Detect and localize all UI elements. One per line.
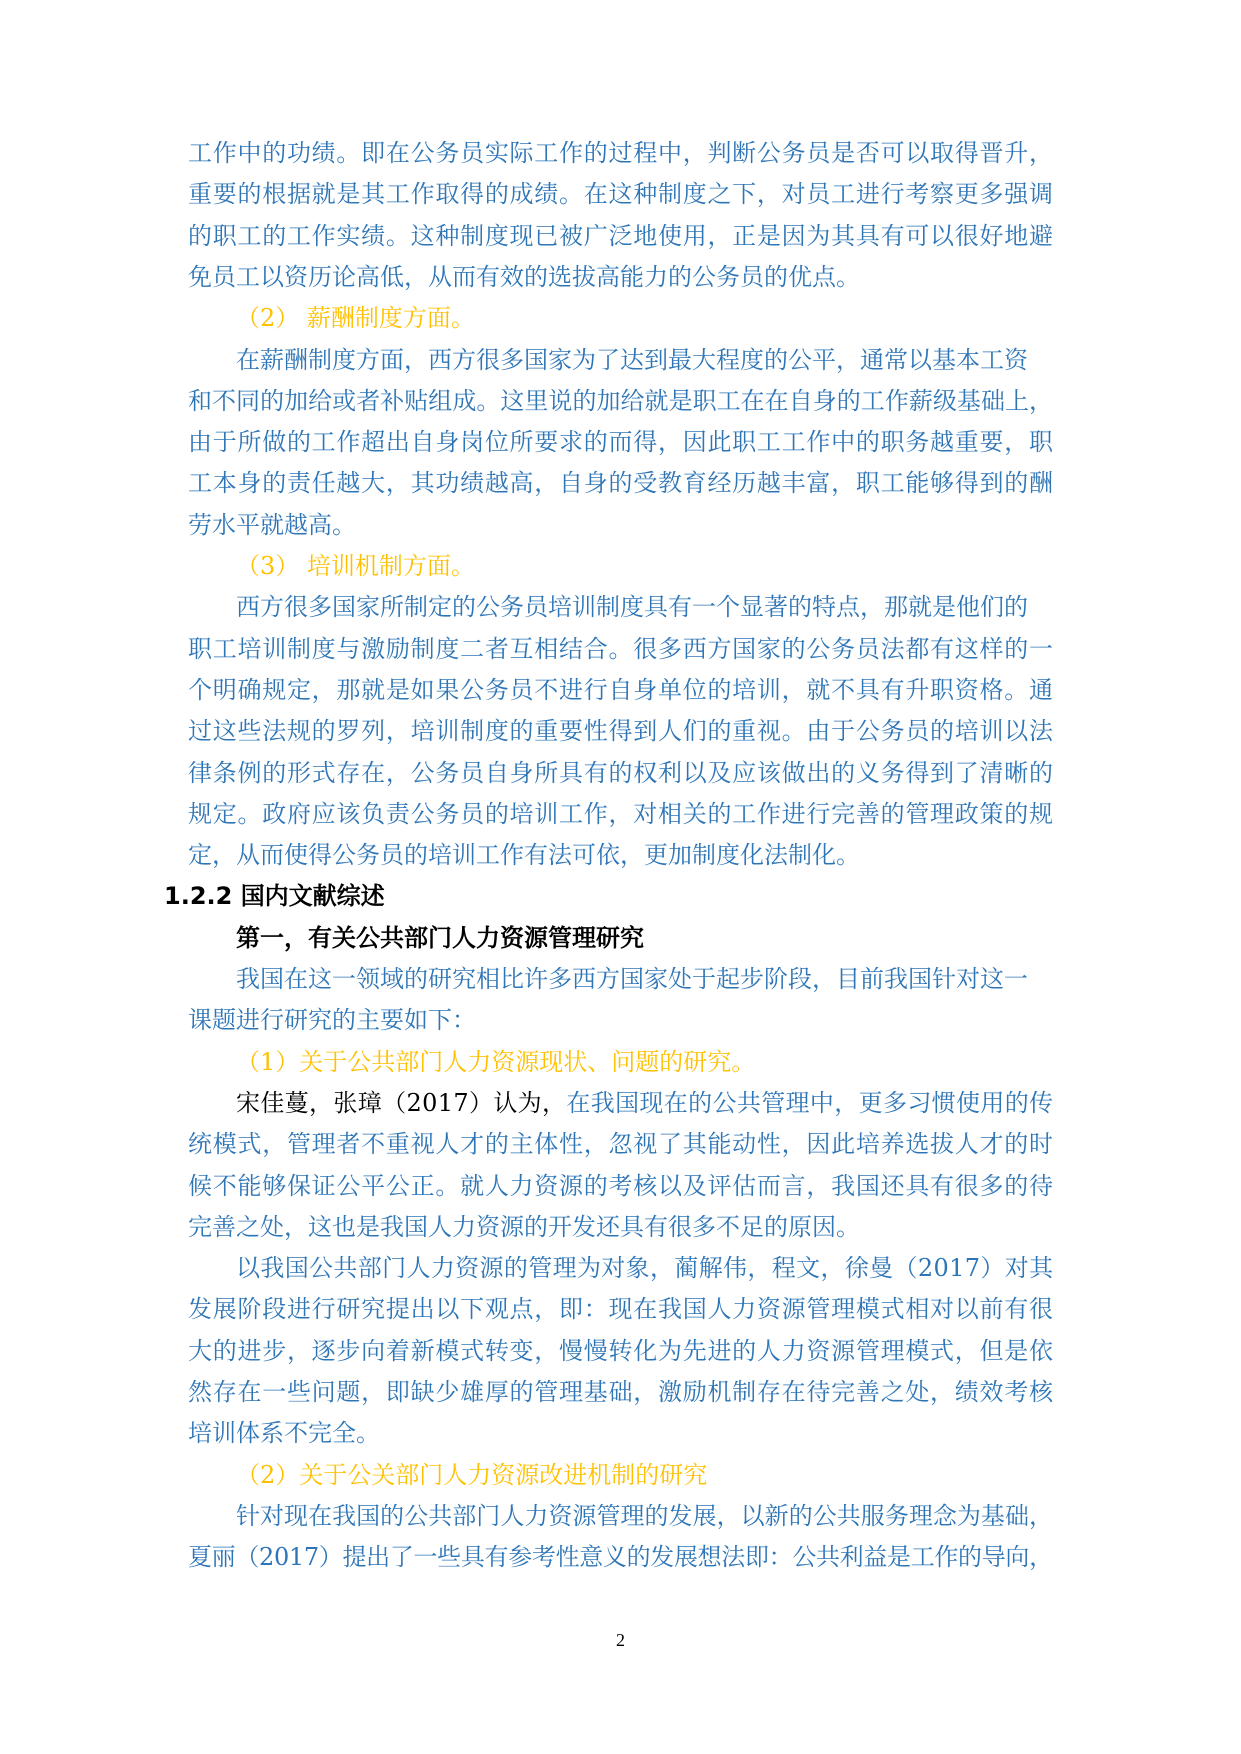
text-line: 完善之处，这也是我国人力资源的开发还具有很多不足的原因。 — [188, 1212, 860, 1241]
text-line: 个明确规定，那就是如果公务员不进行自身单位的培训，就不具有升职资格。通 — [188, 675, 1054, 704]
text-line: 定，从而使得公务员的培训工作有法可依，更加制度化法制化。 — [188, 841, 860, 870]
text-line: 发展阶段进行研究提出以下观点，即：现在我国人力资源管理模式相对以前有很 — [188, 1295, 1054, 1324]
text-line: 然存在一些问题，即缺少雄厚的管理基础，激励机制存在待完善之处，绩效考核 — [188, 1378, 1054, 1406]
text-line: 西方很多国家所制定的公务员培训制度具有一个显著的特点，那就是他们的 — [236, 593, 1028, 622]
text-line: 的职工的工作实绩。这种制度现已被广泛地使用，正是因为其具有可以很好地避 — [188, 221, 1054, 250]
text-line: 以我国公共部门人力资源的管理为对象，蔺解伟，程文，徐曼（2017）对其 — [236, 1254, 1054, 1283]
subsection-heading: （2） 薪酬制度方面。 — [236, 304, 475, 333]
text-line: 由于所做的工作超出自身岗位所要求的而得，因此职工工作中的职务越重要，职 — [188, 428, 1054, 457]
text-line: 工本身的责任越大，其功绩越高，自身的受教育经历越丰富，职工能够得到的酬 — [188, 469, 1054, 498]
text-line — [236, 1082, 1053, 1124]
subsection-heading: （1）关于公共部门人力资源现状、问题的研究。 — [236, 1047, 756, 1076]
text-line: 劳水平就越高。 — [188, 510, 356, 539]
subsection-heading: （3） 培训机制方面。 — [236, 552, 475, 580]
citation-prefix: 宋佳蔓，张璋（2017）认为， — [236, 1088, 567, 1117]
text-line: 针对现在我国的公共部门人力资源管理的发展，以新的公共服务理念为基础， — [236, 1501, 1054, 1530]
text-line: 我国在这一领域的研究相比许多西方国家处于起步阶段，目前我国针对这一 — [236, 965, 1028, 993]
text-line: 夏丽（2017）提出了一些具有参考性意义的发展想法即：公共利益是工作的导向， — [188, 1543, 1053, 1572]
section-heading: 1.2.2 国内文献综述 — [164, 882, 385, 911]
text-line: 免员工以资历论高低，从而有效的选拔高能力的公务员的优点。 — [188, 262, 860, 291]
text-line: 职工培训制度与激励制度二者互相结合。很多西方国家的公务员法都有这样的一 — [188, 634, 1054, 663]
text-line: 统模式，管理者不重视人才的主体性，忽视了其能动性，因此培养选拔人才的时 — [188, 1130, 1054, 1159]
citation-text: 在我国现在的公共管理中，更多习惯使用的传 — [566, 1088, 1054, 1117]
text-line: 第一，有关公共部门人力资源管理研究 — [236, 922, 644, 952]
subsection-heading: （2）关于公关部门人力资源改进机制的研究 — [236, 1460, 708, 1489]
text-line: 课题进行研究的主要如下： — [188, 1006, 476, 1035]
text-line: 候不能够保证公平公正。就人力资源的考核以及评估而言，我国还具有很多的待 — [188, 1171, 1054, 1200]
text-line: 工作中的功绩。即在公务员实际工作的过程中，判断公务员是否可以取得晋升， — [188, 139, 1054, 167]
text-line: 规定。政府应该负责公务员的培训工作，对相关的工作进行完善的管理政策的规 — [188, 799, 1054, 828]
text-line: 重要的根据就是其工作取得的成绩。在这种制度之下，对员工进行考察更多强调 — [188, 180, 1054, 209]
text-line: 在薪酬制度方面，西方很多国家为了达到最大程度的公平，通常以基本工资 — [236, 345, 1028, 374]
text-line: 律条例的形式存在，公务员自身所具有的权利以及应该做出的义务得到了清晰的 — [188, 758, 1054, 787]
text-line: 大的进步，逐步向着新模式转变，慢慢转化为先进的人力资源管理模式，但是依 — [188, 1336, 1054, 1365]
text-line: 和不同的加给或者补贴组成。这里说的加给就是职工在在自身的工作薪级基础上， — [188, 386, 1054, 415]
text-line: 培训体系不完全。 — [188, 1419, 380, 1448]
text-line: 过这些法规的罗列，培训制度的重要性得到人们的重视。由于公务员的培训以法 — [188, 717, 1054, 746]
page-number: 2 — [616, 1630, 625, 1650]
